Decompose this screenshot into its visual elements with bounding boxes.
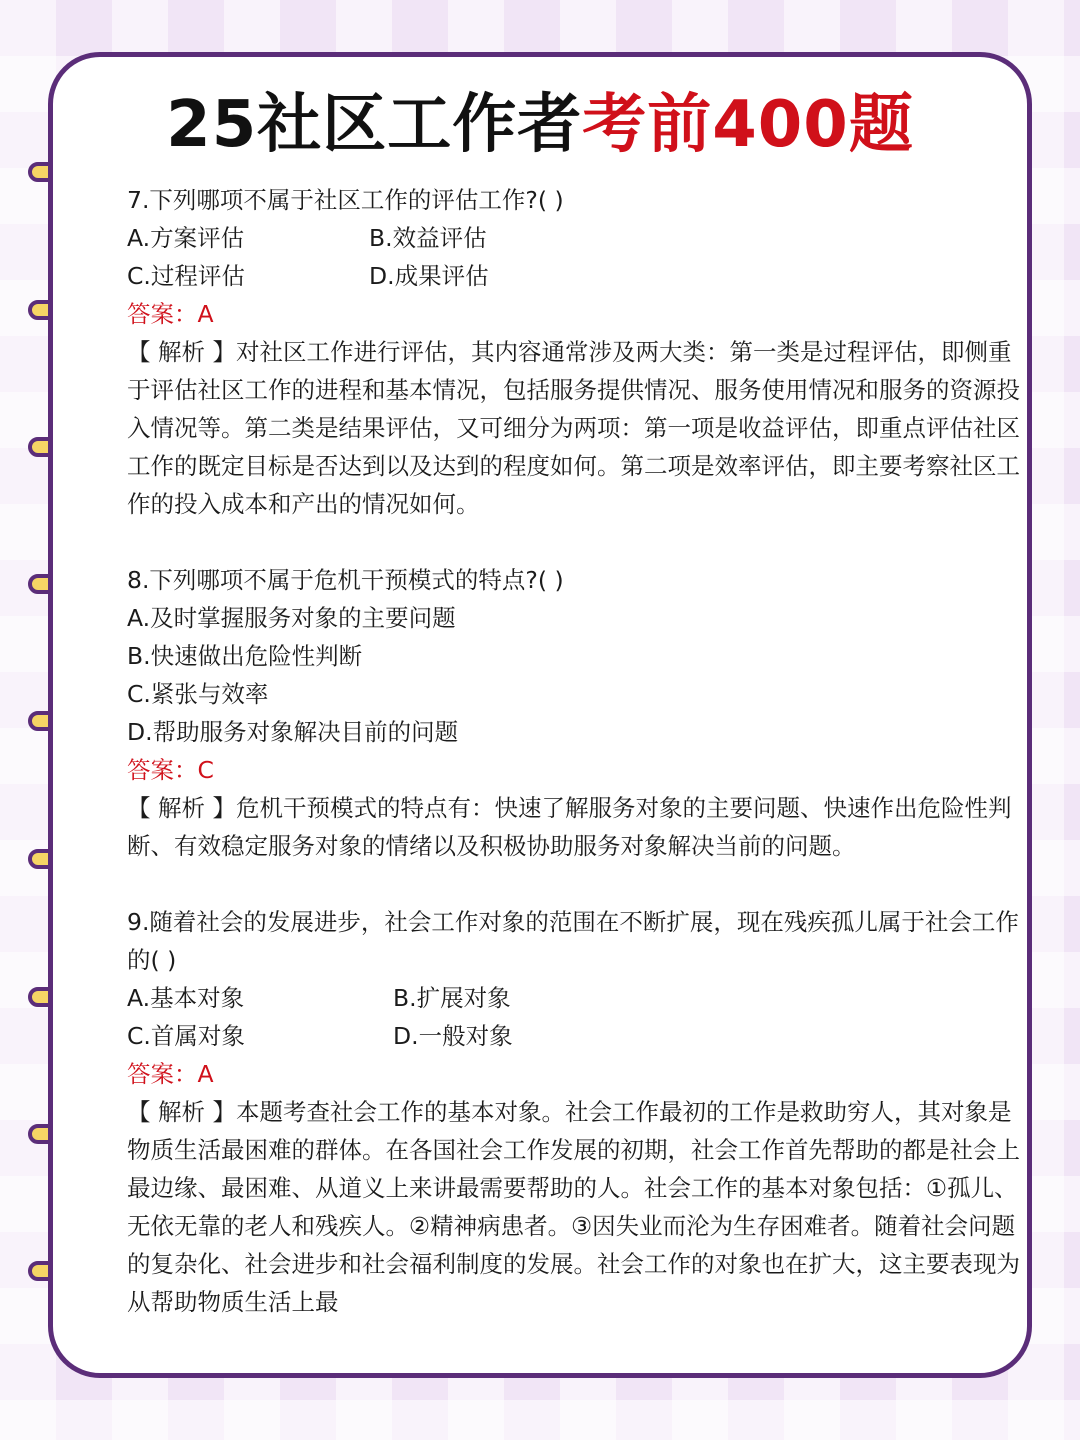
option-d: D.一般对象 [393, 1022, 513, 1050]
option-b: B.效益评估 [369, 224, 487, 252]
question-list [127, 181, 1031, 1321]
answer-text: 答案：A [127, 1060, 214, 1088]
option-c: C.首属对象 [127, 1022, 245, 1050]
answer-text: 答案：C [127, 756, 214, 784]
title-main: 25社区工作者 [166, 88, 583, 162]
notebook-card [48, 52, 1032, 1378]
question-text: 9.随着社会的发展进步，社会工作对象的范围在不断扩展，现在残疾孤儿属于社会工作的( ) [127, 908, 1019, 974]
option-a: A.基本对象 [127, 984, 245, 1012]
question-block [127, 561, 1031, 865]
options-row [127, 979, 1031, 1017]
question-block [127, 181, 1031, 523]
options-row [127, 219, 1031, 257]
analysis-text: 【 解析 】危机干预模式的特点有：快速了解服务对象的主要问题、快速作出危险性判断、有效稳定服务对象的情绪以及积极协助服务对象解决当前的问题。 [127, 794, 1012, 860]
question-text: 8.下列哪项不属于危机干预模式的特点?( ) [127, 566, 564, 594]
analysis-text: 【 解析 】对社区工作进行评估，其内容通常涉及两大类：第一类是过程评估，即侧重于评估社区工作的进程和基本情况，包括服务提供情况、服务使用情况和服务的资源投入情况等。第二类是结果评估，又可细分为两项：第一项是收益评估，即重点评估社区工作的既定目标是否达到以及达到的程度如何。第二项是效率评估，即主要考察社区工作的投入成本和产出的情况如何。 [127, 338, 1020, 518]
option-b: B.扩展对象 [393, 984, 511, 1012]
option-c: C.紧张与效率 [127, 680, 269, 708]
page-title [53, 85, 1027, 165]
option-a: A.方案评估 [127, 224, 245, 252]
title-highlight: 考前400题 [582, 88, 914, 162]
option-a: A.及时掌握服务对象的主要问题 [127, 604, 456, 632]
analysis-text: 【 解析 】本题考查社会工作的基本对象。社会工作最初的工作是救助穷人，其对象是物质生活最困难的群体。在各国社会工作发展的初期，社会工作首先帮助的都是社会上最边缘、最困难、从道义上来讲最需要帮助的人。社会工作的基本对象包括：①孤儿、无依无靠的老人和残疾人。②精神病患者。③因失业而沦为生存困难者。随着社会问题的复杂化、社会进步和社会福利制度的发展。社会工作的对象也在扩大，这主要表现为从帮助物质生活上最 [127, 1098, 1020, 1316]
question-text: 7.下列哪项不属于社区工作的评估工作?( ) [127, 186, 564, 214]
option-d: D.成果评估 [369, 262, 489, 290]
option-d: D.帮助服务对象解决目前的问题 [127, 718, 459, 746]
options-row [127, 257, 1031, 295]
option-c: C.过程评估 [127, 262, 245, 290]
answer-text: 答案：A [127, 300, 214, 328]
options-row [127, 1017, 1031, 1055]
question-block [127, 903, 1031, 1321]
option-b: B.快速做出危险性判断 [127, 642, 363, 670]
